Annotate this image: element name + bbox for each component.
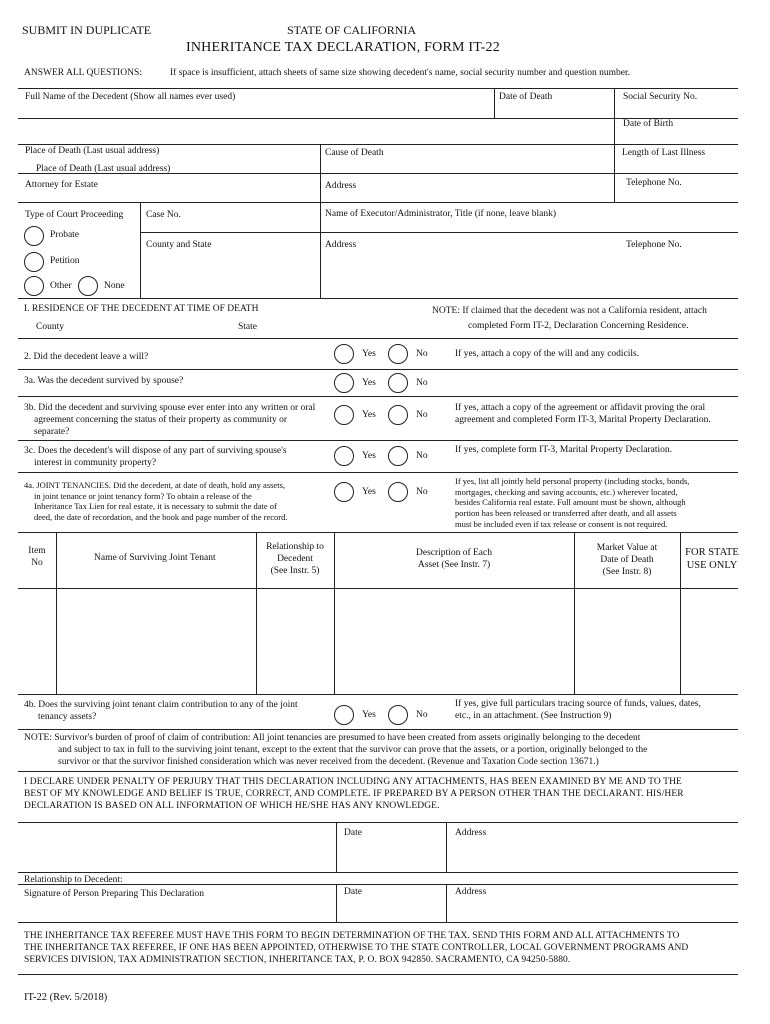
attorney-label: Attorney for Estate: [25, 180, 98, 190]
other-radio[interactable]: [24, 276, 44, 296]
state-use-header: FOR STATE USE ONLY: [685, 547, 739, 572]
length-of-illness-label: Length of Last Illness: [622, 148, 706, 158]
q3a-text: 3a. Was the decedent survived by spouse?: [24, 376, 184, 386]
q4b-no-radio[interactable]: [388, 705, 408, 725]
cause-of-death-label: Cause of Death: [325, 148, 384, 158]
dob-label: Date of Birth: [623, 119, 674, 129]
perjury-declaration: I DECLARE UNDER PENALTY OF PERJURY THAT THIS DECLARATION INCLUDING ANY ATTACHMENTS, HAS BEEN EXAMINED BY ME AND TO THE BEST OF MY KNOWLEDGE AND BELIEF IS TRUE, CORRECT, AND COMPLETE. IF PREPARED BY A PERSON OTHER THAN THE DECLARANT. HIS/HER DECLARATION IS BASED ON ALL INFORMATION OF WHICH HE/SHE HAS ANY KNOWLEDGE.: [24, 777, 684, 811]
q4b-note: If yes, give full particulars tracing source of funds, values, dates, etc., in an attachment. (See Instruction 9): [455, 699, 701, 721]
q3a-no-radio[interactable]: [388, 373, 408, 393]
submit-in-duplicate: SUBMIT IN DUPLICATE: [22, 23, 152, 37]
residence-question: I. RESIDENCE OF THE DECEDENT AT TIME OF DEATH: [24, 304, 259, 314]
attorney-address-label: Address: [325, 181, 357, 191]
preparer-signature-label: Signature of Person Preparing This Declaration: [24, 889, 205, 899]
q3b-yes-radio[interactable]: [334, 405, 354, 425]
executor-telephone-label: Telephone No.: [626, 240, 682, 250]
q4a-note: If yes, list all jointly held personal property (including stocks, bonds, mortgages, checking and saving accounts, etc.) wherever located, besides California real estate. Full amount must be shown, although portion has been released or transferred after death, and all assets must be included even if tax release or consent is not required.: [455, 476, 690, 529]
form-number: IT-22 (Rev. 5/2018): [24, 992, 108, 1003]
q3c-note: If yes, complete form IT-3, Marital Property Declaration.: [455, 445, 673, 455]
q3b-no-label: No: [416, 410, 428, 420]
state-of-california: STATE OF CALIFORNIA: [287, 23, 417, 37]
residence-note-2: completed Form IT-2, Declaration Concerning Residence.: [468, 321, 689, 331]
description-header: Description of Each Asset (See Instr. 7): [416, 548, 492, 570]
petition-radio[interactable]: [24, 252, 44, 272]
other-label: Other: [50, 281, 72, 291]
place-of-death-label-2: Place of Death (Last usual address): [36, 164, 171, 174]
sign-address-label: Address: [455, 828, 487, 838]
q3c-yes-label: Yes: [362, 451, 376, 461]
q3b-note: If yes, attach a copy of the agreement or affidavit proving the oral agreement and completed Form IT-3, Marital Property Declaration.: [455, 403, 711, 425]
q4b-yes-label: Yes: [362, 710, 376, 720]
q2-no-label: No: [416, 349, 428, 359]
case-no-label: Case No.: [146, 210, 181, 220]
q3b-text: 3b. Did the decedent and surviving spouse ever enter into any written or oral agreement concerning the status of their property as community or separate?: [24, 403, 316, 437]
answer-all-questions: ANSWER ALL QUESTIONS:: [24, 68, 142, 78]
probate-radio[interactable]: [24, 226, 44, 246]
q3a-no-label: No: [416, 378, 428, 388]
q3b-yes-label: Yes: [362, 410, 376, 420]
q2-yes-radio[interactable]: [334, 344, 354, 364]
q4b-no-label: No: [416, 710, 428, 720]
q3b-no-radio[interactable]: [388, 405, 408, 425]
attorney-telephone-label: Telephone No.: [626, 178, 682, 188]
survivor-note: NOTE: Survivor's burden of proof of claim of contribution: All joint tenancies are presumed to have been created from assets originally belonging to the decedent and subject to tax in full to the surviving joint tenant, except to the extent that the survivor can prove that the assets, or a portion, originally belonged to the survivor or that the survivor finished consideration which was never received from the decedent. (Revenue and Taxation Code section 13671.): [24, 733, 648, 767]
q4a-no-radio[interactable]: [388, 482, 408, 502]
ssn-label: Social Security No.: [623, 92, 698, 102]
market-value-header: Market Value at Date of Death (See Instr. 8): [596, 543, 658, 577]
q3c-yes-radio[interactable]: [334, 446, 354, 466]
place-of-death-label: Place of Death (Last usual address): [25, 146, 160, 156]
q4b-yes-radio[interactable]: [334, 705, 354, 725]
executor-label: Name of Executor/Administrator, Title (if none, leave blank): [325, 209, 556, 219]
surviving-tenant-header: Name of Surviving Joint Tenant: [94, 553, 216, 563]
q2-text: 2. Did the decedent leave a will?: [24, 352, 149, 362]
date-of-death-label: Date of Death: [499, 92, 553, 102]
executor-address-label: Address: [325, 240, 357, 250]
none-label: None: [104, 281, 125, 291]
form-title: INHERITANCE TAX DECLARATION, FORM IT-22: [186, 40, 500, 55]
q4a-text: 4a. JOINT TENANCIES. Did the decedent, at date of death, hold any assets, in joint tenance or joint tenancy form? To obtain a release of the Inheritance Tax Lien for real estate, it is necessary to submit the date of deed, the date of recordation, and the book and page number of the record.: [24, 480, 288, 522]
preparer-date-label: Date: [344, 887, 362, 897]
petition-label: Petition: [50, 256, 80, 266]
q3a-yes-radio[interactable]: [334, 373, 354, 393]
preparer-address-label: Address: [455, 887, 487, 897]
court-type-label: Type of Court Proceeding: [25, 210, 124, 220]
q3c-no-label: No: [416, 451, 428, 461]
q4a-no-label: No: [416, 487, 428, 497]
space-instruction: If space is insufficient, attach sheets of same size showing decedent's name, social security number and question number.: [170, 68, 631, 78]
none-radio[interactable]: [78, 276, 98, 296]
q2-yes-label: Yes: [362, 349, 376, 359]
residence-note: NOTE: If claimed that the decedent was not a California resident, attach: [432, 306, 707, 316]
relationship-header: Relationship to Decedent (See Instr. 5): [266, 542, 324, 576]
q4a-yes-radio[interactable]: [334, 482, 354, 502]
residence-state-label: State: [238, 322, 257, 332]
residence-county-label: County: [36, 322, 64, 332]
referee-instructions: THE INHERITANCE TAX REFEREE MUST HAVE THIS FORM TO BEGIN DETERMINATION OF THE TAX. SEND THIS FORM AND ALL ATTACHMENTS TO THE INHERITANCE TAX REFEREE, IF ONE HAS BEEN APPOINTED, OTHERWISE TO THE STATE CONTROLLER, LOCAL GOVERNMENT PROGRAMS AND SERVICES DIVISION, TAX ADMINISTRATION SECTION, INHERITANCE TAX, P. O. BOX 942850. SACRAMENTO, CA 94250-5880.: [24, 931, 689, 965]
q3c-text: 3c. Does the decedent's will dispose of any part of surviving spouse's interest in community property?: [24, 446, 287, 468]
relationship-to-decedent-label: Relationship to Decedent:: [24, 875, 123, 885]
q4a-yes-label: Yes: [362, 487, 376, 497]
probate-label: Probate: [50, 230, 80, 240]
q2-no-radio[interactable]: [388, 344, 408, 364]
q3a-yes-label: Yes: [362, 378, 376, 388]
q4b-text: 4b. Does the surviving joint tenant claim contribution to any of the joint tenancy assets?: [24, 700, 298, 722]
full-name-label: Full Name of the Decedent (Show all names ever used): [25, 92, 236, 102]
q3c-no-radio[interactable]: [388, 446, 408, 466]
q2-note: If yes, attach a copy of the will and any codicils.: [455, 349, 640, 359]
item-no-header: Item No: [28, 546, 46, 568]
sign-date-label: Date: [344, 828, 362, 838]
county-and-state-label: County and State: [146, 240, 212, 250]
